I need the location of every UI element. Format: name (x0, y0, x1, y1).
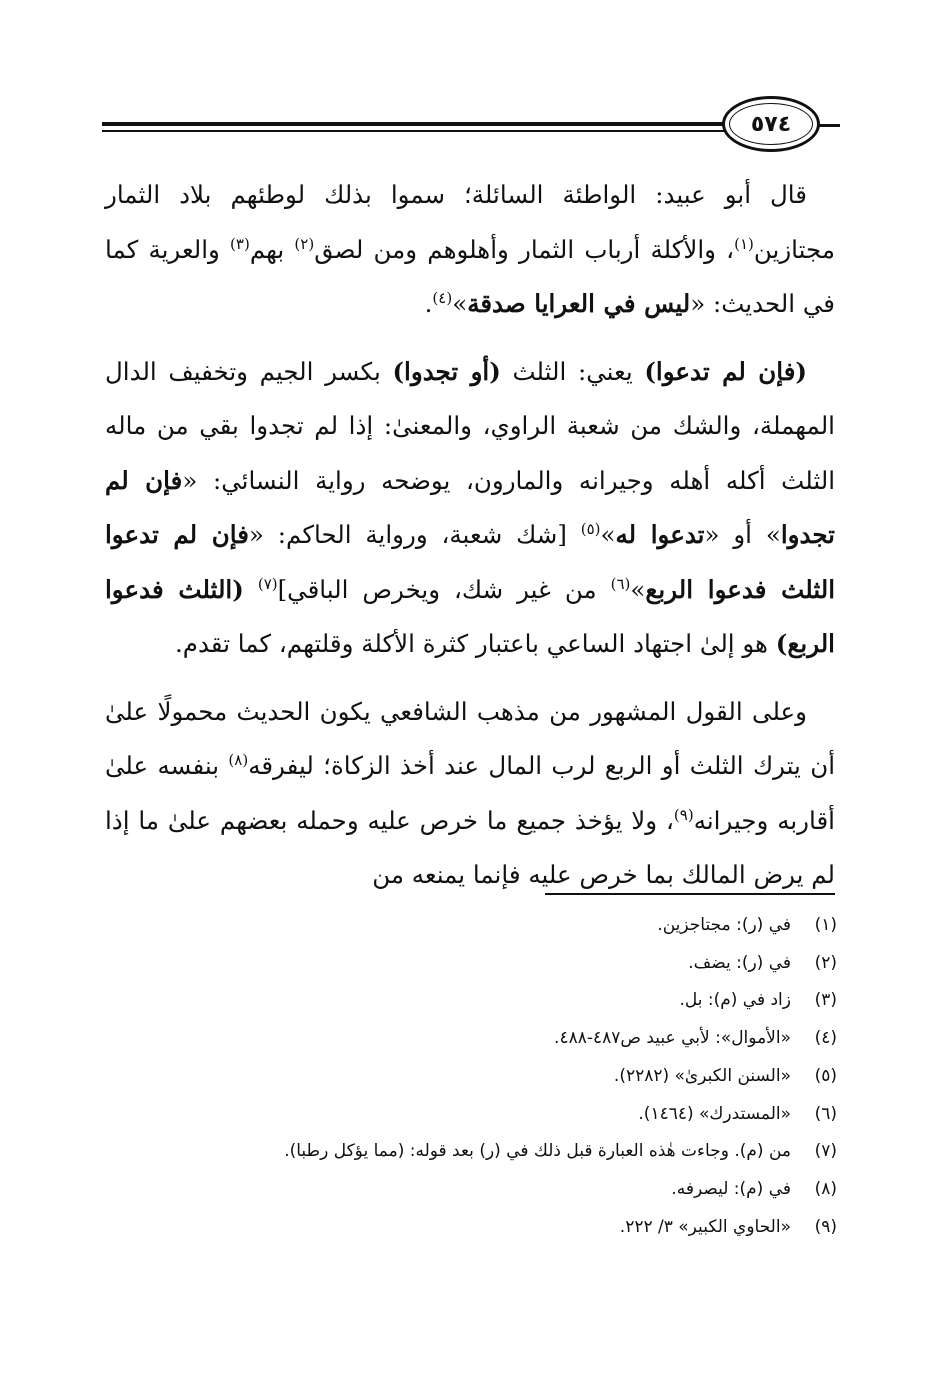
footnote-number: (٤) (814, 1028, 837, 1049)
footnote-ref: (٤) (432, 289, 453, 307)
text-run: » (600, 520, 616, 549)
footnote-item (105, 982, 837, 1020)
footnote-text: «المستدرك» (١٤٦٤). (638, 1103, 791, 1124)
text-run (244, 575, 258, 604)
text-run: [شك شعبة، ورواية الحاكم: « (248, 520, 581, 549)
text-run: هو إلىٰ اجتهاد الساعي باعتبار كثرة الأكلة وقلتهم، كما تقدم. (174, 629, 776, 658)
text-run: ، ولا يؤخذ جميع ما خرص عليه وحمله بعضهم علىٰ ما إذا لم يرض المالك بما خرص عليه فإنما يمنعه من (105, 805, 835, 889)
text-run: » (630, 574, 646, 604)
bold-text: (أو تجدوا) (392, 356, 501, 386)
paragraph (105, 345, 835, 672)
footnote-item (105, 1020, 837, 1058)
text-run: وعلى القول المشهور من مذهب الشافعي يكون الحديث محمولًا علىٰ أن يترك الثلث أو الربع لرب المال عند أخذ الزكاة؛ ليفرقه (105, 696, 835, 780)
footnote-number: (٩) (814, 1216, 837, 1237)
header-rule-thick (102, 122, 724, 126)
text-run: من غير شك، ويخرص الباقي] (277, 574, 611, 604)
text-run: بكسر الجيم وتخفيف الدال المهملة، والشك من شعبة الراوي، والمعنىٰ: إذا لم تجدوا بقي من ماله الثلث أكله أهله وجيرانه والمارون، يوضحه رواية النسائي: « (105, 356, 836, 495)
footnote-ref: (٧) (257, 574, 278, 593)
footnote-text: في (ر): مجتاجزين. (657, 915, 791, 935)
footnote-number: (٥) (814, 1065, 837, 1086)
text-run: يعني: الثلث (500, 356, 645, 386)
footnote-ref: (٥) (580, 520, 601, 538)
footnote-text: من (م). وجاءت هٰذه العبارة قبل ذلك في (ر) بعد قوله: (مما يؤكل رطبا). (284, 1141, 791, 1162)
text-run: » أو « (704, 520, 781, 549)
footnote-separator (545, 893, 835, 895)
page-header (102, 92, 840, 152)
footnote-number: (٦) (814, 1103, 837, 1124)
text-run: والعرية كما في الحديث: « (105, 234, 835, 318)
footnote-ref: (٨) (228, 751, 249, 769)
main-text (105, 168, 835, 903)
paragraph (105, 168, 835, 332)
footnote-ref: (١) (734, 234, 754, 253)
footnote-text: زاد في (م): بل. (679, 990, 791, 1011)
footnotes-list (105, 907, 837, 1246)
text-run: بهم (249, 234, 295, 264)
text-run: » (452, 289, 468, 318)
footnote-ref: (٩) (673, 805, 694, 824)
bold-text: تدعوا له (615, 520, 705, 549)
bold-text: (الثلث فدعوا الربع) (105, 574, 835, 658)
footnote-item (105, 1058, 837, 1096)
footnote-ref: (٣) (230, 234, 250, 253)
footnote-number: (٨) (814, 1178, 837, 1199)
footnote-item (105, 1171, 837, 1209)
footnote-text: «الحاوي الكبير» ٣/ ٢٢٢. (619, 1216, 791, 1237)
text-run: قال أبو عبيد: الواطئة السائلة؛ سموا بذلك لوطئهم بلاد الثمار مجتازين (105, 180, 835, 264)
text-run: . (424, 289, 433, 318)
footnote-item (105, 1096, 837, 1134)
bold-text: ليس في العرايا صدقة (467, 289, 691, 318)
footnote-number: (٧) (814, 1141, 837, 1162)
footnote-number: (١) (814, 915, 837, 935)
footnote-text: في (م): ليصرفه. (671, 1178, 791, 1199)
footnote-number: (٣) (814, 990, 837, 1011)
footnote-item (105, 1133, 837, 1171)
footnote-text: «الأموال»: لأبي عبيد ص٤٨٧-٤٨٨. (554, 1028, 791, 1049)
footnote-text: «السنن الكبرىٰ» (٢٢٨٢). (613, 1065, 791, 1086)
bold-text: (فإن لم تدعوا) (644, 356, 807, 386)
bold-text: فإن لم تدعوا الثلث فدعوا الربع (105, 520, 836, 604)
footnote-number: (٢) (814, 952, 837, 973)
page-number: ٥٧٤ (750, 111, 792, 137)
page-number-badge (722, 96, 820, 152)
text-run: بنفسه علىٰ أقاربه وجيرانه (105, 751, 835, 835)
footnote-ref: (٦) (610, 574, 631, 593)
paragraph (105, 685, 835, 903)
footnote-item (105, 945, 837, 983)
footnote-item (105, 1209, 837, 1247)
text-run: ، والأكلة أرباب الثمار وأهلوهم ومن لصق (314, 234, 735, 264)
bold-text: فإن لم تجدوا (105, 465, 835, 549)
footnote-ref: (٢) (294, 234, 315, 253)
header-rule-thin (102, 130, 724, 132)
footnote-item (105, 907, 837, 945)
footnote-text: في (ر): يضف. (688, 952, 791, 973)
header-rule-tail (818, 124, 840, 127)
